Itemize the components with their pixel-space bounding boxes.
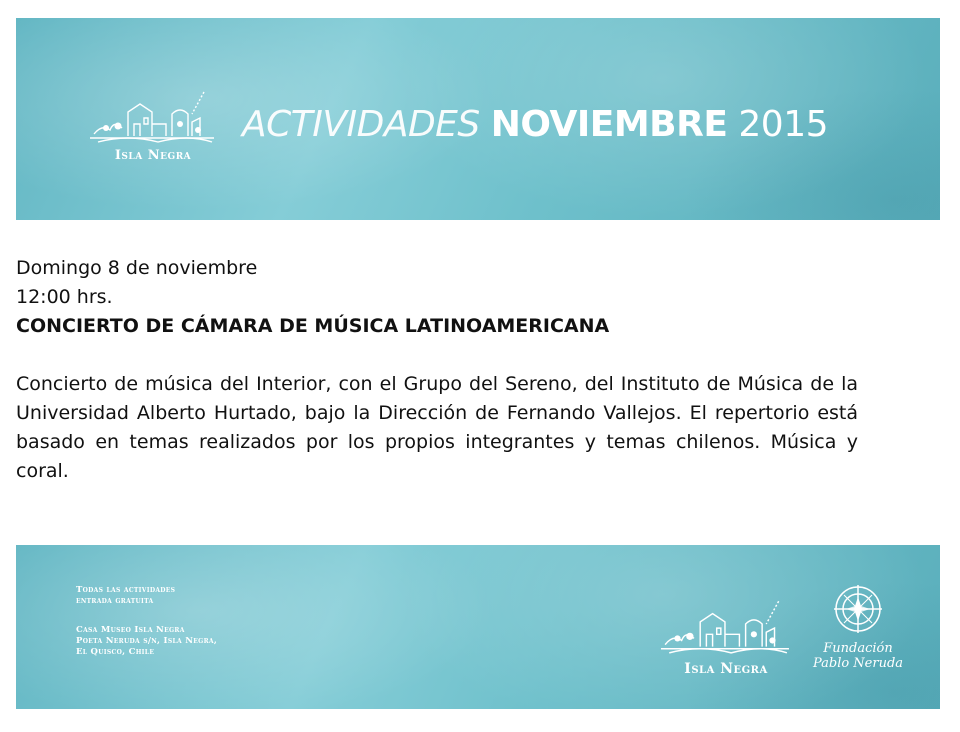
fundacion-line1: Fundación	[823, 641, 893, 656]
compass-seal-icon	[832, 583, 884, 635]
house-illustration-icon	[656, 593, 796, 657]
footer-line1: Todas las actividades	[76, 585, 176, 595]
page-title	[242, 104, 828, 145]
footer-address1: Casa Museo Isla Negra	[76, 625, 185, 635]
footer-address2: Poeta Neruda s/n, Isla Negra,	[76, 636, 218, 646]
isla-negra-logo	[88, 84, 218, 163]
event-title: CONCIERTO DE CÁMARA DE MÚSICA LATINOAMERICANA	[16, 315, 610, 337]
footer-address3: El Quisco, Chile	[76, 647, 155, 657]
title-part-year: 2015	[738, 104, 829, 145]
footer-info	[76, 585, 217, 658]
event-content	[16, 254, 858, 486]
header-banner	[16, 18, 940, 220]
logo-caption: Isla Negra	[114, 148, 192, 163]
footer-line2: entrada gratuita	[76, 596, 154, 606]
title-part-actividades: ACTIVIDADES	[242, 104, 480, 145]
fundacion-line2: Pablo Neruda	[812, 656, 904, 671]
event-description: Concierto de música del Interior, con el Grupo del Sereno, del Instituto de Música de la Universidad Alberto Hurtado, bajo la Dirección de Fernando Vallejos. El repertorio está basado en temas realizados por los propios integrantes y temas chilenos. Música y coral.	[16, 373, 858, 482]
event-date: Domingo 8 de noviembre	[16, 257, 258, 279]
title-part-noviembre: NOVIEMBRE	[490, 104, 728, 145]
logo-caption-footer: Isla Negra	[684, 661, 768, 677]
footer-banner	[16, 545, 940, 709]
house-illustration-icon	[88, 84, 218, 146]
event-time: 12:00 hrs.	[16, 286, 113, 308]
fundacion-logo	[808, 583, 908, 671]
isla-negra-logo-footer	[656, 593, 796, 677]
